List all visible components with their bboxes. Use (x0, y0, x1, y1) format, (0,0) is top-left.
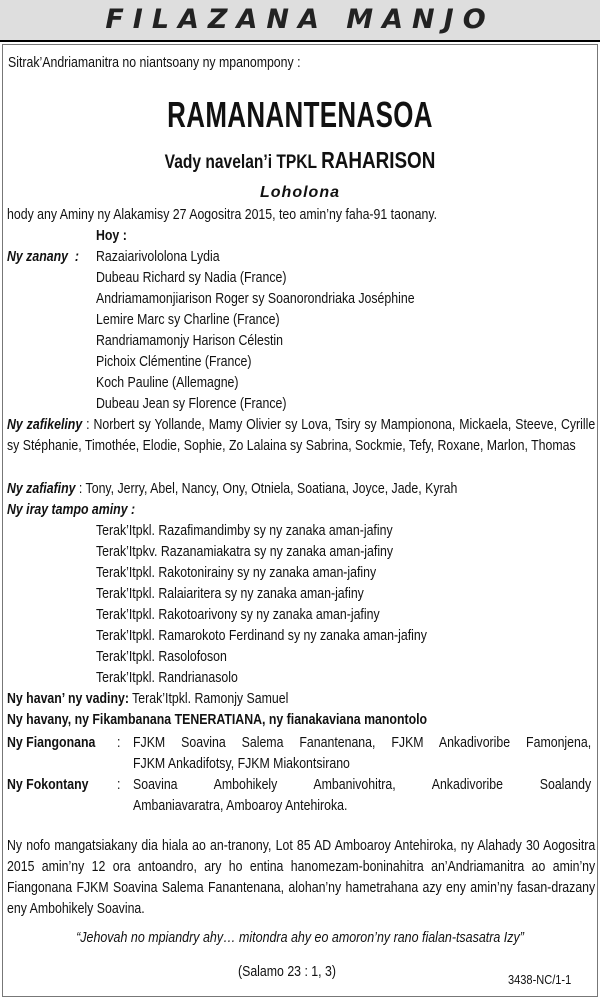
zafiafiny-text: : Tony, Jerry, Abel, Nancy, Ony, Otniela, Soatiana, Joyce, Jade, Kyrah (75, 481, 458, 497)
iray-tampo-item: Terak’Itpkl. Razafimandimby sy ny zanaka aman-jafiny (96, 523, 393, 539)
zanany-label: Ny zanany : (7, 249, 79, 265)
havana-vadiny-text: Terak’Itpkl. Ramonjy Samuel (128, 691, 289, 707)
havana-vadiny-line (7, 689, 288, 709)
zafikeliny-text: : Norbert sy Yollande, Mamy Olivier sy Lova, Tsiry sy Mampionona, Mickaela, Steeve, Cyrille sy Stéphanie, Timothée, Elodie, Sophie, Zo Lalaina sy Sabrina, Sockmie, Tefy, Roxane, Marlon, Thomas (7, 417, 596, 454)
zanany-item: Pichoix Clémentine (France) (96, 354, 252, 370)
header-title: FILAZANA MANJO (105, 4, 495, 35)
zanany-item: Dubeau Richard sy Nadia (France) (96, 270, 287, 286)
status-label: Loholona (260, 184, 340, 201)
zafiafiny-line (7, 479, 457, 499)
zanany-item: Lemire Marc sy Charline (France) (96, 312, 280, 328)
fokontany-label: Ny Fokontany (7, 777, 89, 793)
fokontany-line2: Ambaniavaratra, Amboaroy Antehiroka. (133, 798, 348, 814)
deceased-name: RAMANANTENASOA (167, 94, 433, 135)
zanany-item: Andriamamonjiarison Roger sy Soanorondriaka Joséphine (96, 291, 415, 307)
iray-tampo-item: Terak’Itpkv. Razanamiakatra sy ny zanaka aman-jafiny (96, 544, 394, 560)
zanany-item: Koch Pauline (Allemagne) (96, 375, 239, 391)
bible-reference: (Salamo 23 : 1, 3) (238, 964, 336, 980)
fokontany-sep: : (117, 777, 121, 793)
zafikeliny-label: Ny zafikeliny (7, 417, 83, 433)
zanany-item: Razaiarivololona Lydia (96, 249, 220, 265)
iray-tampo-item: Terak’Itpkl. Rakotoarivony sy ny zanaka aman-jafiny (96, 607, 380, 623)
burial-paragraph: Ny nofo mangatsiakany dia hiala ao an-tranony, Lot 85 AD Amboaroy Antehiroka, ny Alahady 30 Aogositra 2015 amin’ny 12 ora antoandro, ary ho entina hanomezam-boninahitra an’Andriamanitra ao amin’ny Fiangonana FJKM Soavina Salema Fanantenana, alohan’ny hametrahana azy eny amin’ny fasan-drazany eny Ambohikely Soavina. (7, 838, 596, 917)
havana-vadiny-label: Ny havan’ ny vadiny: (7, 691, 129, 707)
fiangonana-sep: : (117, 735, 121, 751)
iray-tampo-item: Terak’Itpkl. Rakotonirainy sy ny zanaka aman-jafiny (96, 565, 377, 581)
spouse-line (54, 147, 546, 174)
header-banner (0, 0, 600, 42)
fiangonana-line2: FJKM Ankadifotsy, FJKM Miakontsirano (133, 756, 350, 772)
iray-tampo-item: Terak’Itpkl. Rasolofoson (96, 649, 227, 665)
fokontany-line1: Soavina Ambohikely Ambanivohitra, Ankadivoribe Soalandy (133, 777, 592, 793)
ad-code: 3438-NC/1-1 (508, 972, 572, 987)
zafikeliny-paragraph (7, 415, 595, 457)
zanany-item: Dubeau Jean sy Florence (France) (96, 396, 287, 412)
intro-line: Sitrak’Andriamanitra no niantsoany ny mpanompony : (8, 55, 301, 71)
fiangonana-label: Ny Fiangonana (7, 735, 96, 751)
zafiafiny-label: Ny zafiafiny (7, 481, 76, 497)
fikambanana-line: Ny havany, ny Fikambanana TENERATIANA, ny fianakaviana manontolo (7, 712, 428, 728)
death-line: hody any Aminy ny Alakamisy 27 Aogositra 2015, teo amin’ny faha-91 taonany. (7, 207, 438, 223)
spouse-prefix: Vady navelan’i TPKL (164, 152, 317, 173)
bible-quote: “Jehovah no mpiandry ahy… mitondra ahy eo amoron’ny rano fialan-tsasatra Izy” (76, 930, 524, 946)
iray-tampo-item: Terak’Itpkl. Ralaiaritera sy ny zanaka aman-jafiny (96, 586, 364, 602)
zanany-item: Randriamamonjy Harison Célestin (96, 333, 284, 349)
fiangonana-line1: FJKM Soavina Salema Fanantenana, FJKM Ankadivoribe Famonjena, (133, 735, 592, 751)
iray-tampo-item: Terak’Itpkl. Randrianasolo (96, 670, 238, 686)
iray-tampo-label: Ny iray tampo aminy : (7, 502, 136, 518)
spouse-name: RAHARISON (321, 147, 436, 173)
hoy-label: Hoy : (96, 228, 127, 244)
iray-tampo-item: Terak’Itpkl. Ramarokoto Ferdinand sy ny zanaka aman-jafiny (96, 628, 427, 644)
